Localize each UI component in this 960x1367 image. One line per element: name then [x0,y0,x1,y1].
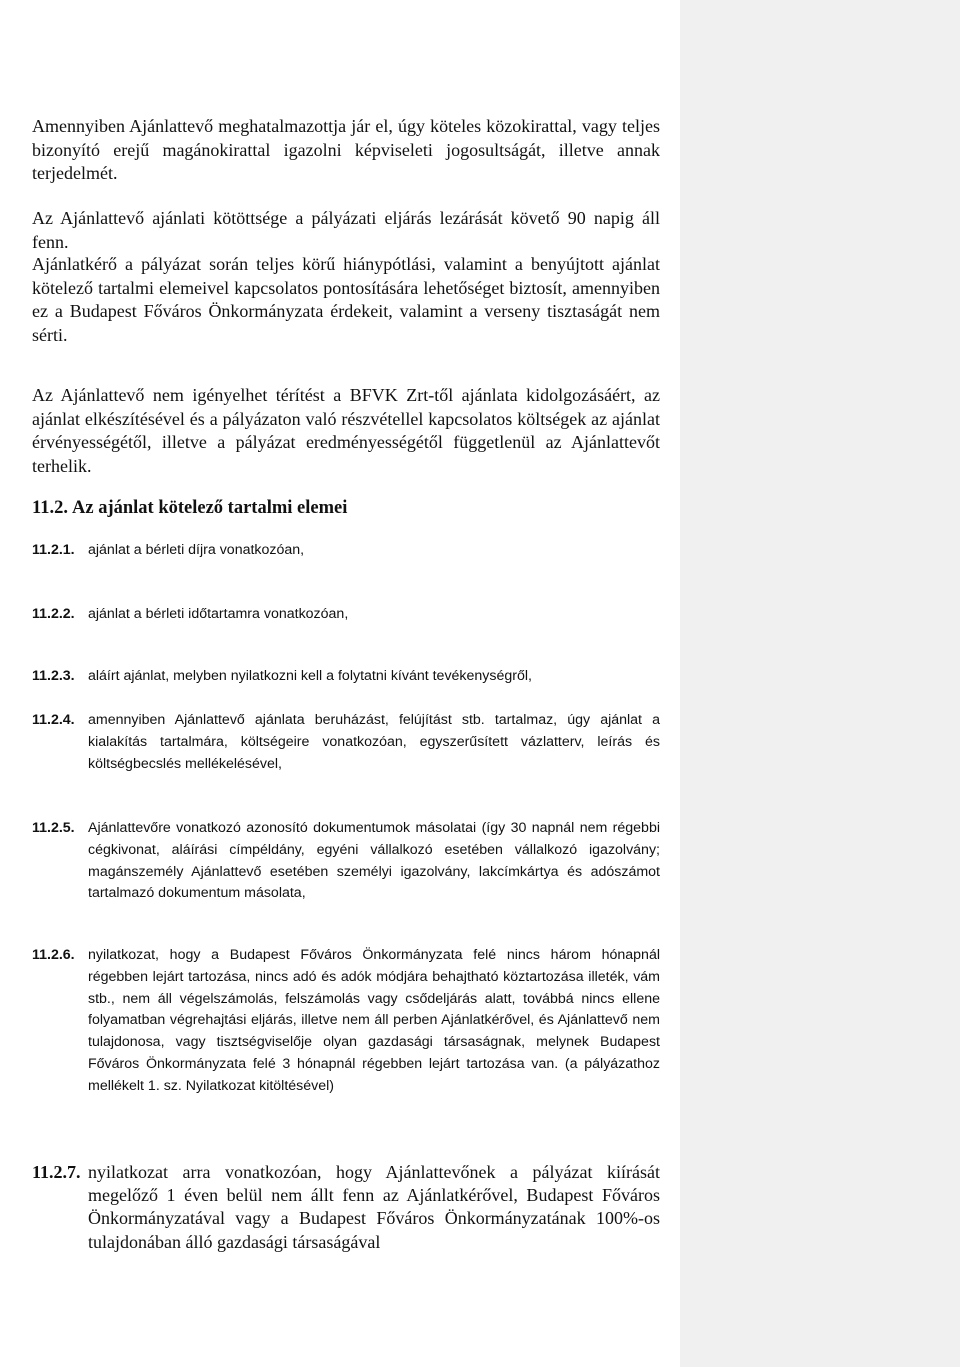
item-text: Ajánlattevőre vonatkozó azonosító dokumentumok másolatai (így 30 napnál nem régebbi cégkivonat, aláírási címpéldány, egyéni vállalkozó esetében vállalkozó igazolvány; magánszemély Ajánlattevő esetében személyi igazolvány, lakcímkártya és adószámot tartalmazó dokumentum másolata, [88,820,660,902]
item-number: 11.2.7. [32,1162,81,1182]
item-text: aláírt ajánlat, melyben nyilatkozni kell a folytatni kívánt tevékenységről, [88,668,532,684]
item-number: 11.2.5. [32,820,75,836]
section-number: 11.2. [32,498,68,518]
paragraph-clarification: Ajánlatkérő a pályázat során teljes körű hiánypótlási, valamint a benyújtott ajánlat kötelező tartalmi elemeivel kapcsolatos pontosítására lehetőséget biztosít, amennyiben ez a Budapest Főváros Önkormányzata érdekeit, valamint a verseny tisztaságát nem sérti. [32,254,660,345]
paragraph-costs: Az Ajánlattevő nem igényelhet térítést a BFVK Zrt-től ajánlata kidolgozásáért, az ajánlat elkészítésével és a pályázaton való részvétellel kapcsolatos költségek az ajánlat érvényességétől, illetve a pályázat eredményességétől függetlenül az Ajánlattevőt terhelik. [32,385,660,476]
comment-margin-panel [680,0,960,1367]
item-text: ajánlat a bérleti díjra vonatkozóan, [88,542,305,558]
item-text: nyilatkozat, hogy a Budapest Főváros Önkormányzata felé nincs három hónapnál régebben lejárt tartozása, nincs adó és adók módjára behajtható köztartozása illeték, vám stb., nem áll végelszámolás, felszámolás vagy csődeljárás alatt, továbbá nincs ellene folyamatban végrehajtási eljárás, illetve nem áll perben Ajánlatkérővel, és Ajánlattevő nem tulajdonosa, vagy tisztségviselője olyan gazdasági társaságnak, melynek Budapest Főváros Önkormányzata felé 3 hónapnál régebben lejárt tartozása van. (a pályázathoz mellékelt 1. sz. Nyilatkozat kitöltésével) [88,947,660,1094]
item-number: 11.2.6. [32,947,75,963]
document-page [32,0,660,1367]
paragraph-authorization: Amennyiben Ajánlattevő meghatalmazottja jár el, úgy köteles közokirattal, vagy teljes bizonyító erejű magánokirattal igazolni képviseleti jogosultságát, illetve annak terjedelmét. [32,116,660,183]
section-heading [32,496,347,520]
item-text: nyilatkozat arra vonatkozóan, hogy Ajánlattevőnek a pályázat kiírását megelőző 1 éven belül nem állt fenn az Ajánlatkérővel, Budapest Főváros Önkormányzatával vagy a Budapest Főváros Önkormányzatának 100%-os tulajdonában álló gazdasági társaságával [88,1162,660,1252]
item-number: 11.2.4. [32,712,75,728]
section-title: Az ajánlat kötelező tartalmi elemei [72,498,348,518]
item-text: amennyiben Ajánlattevő ajánlata beruházást, felújítást stb. tartalmaz, úgy ajánlat a kialakítás tartalmára, költségeire vonatkozóan, egyszerűsített vázlatterv, leírás és költségbecslés mellékelésével, [88,712,660,772]
item-text: ajánlat a bérleti időtartamra vonatkozóan, [88,606,349,622]
item-number: 11.2.3. [32,668,75,684]
item-number: 11.2.1. [32,542,75,558]
item-number: 11.2.2. [32,606,75,622]
paragraph-binding-period: Az Ajánlattevő ajánlati kötöttsége a pályázati eljárás lezárását követő 90 napig áll fenn. [32,208,660,252]
